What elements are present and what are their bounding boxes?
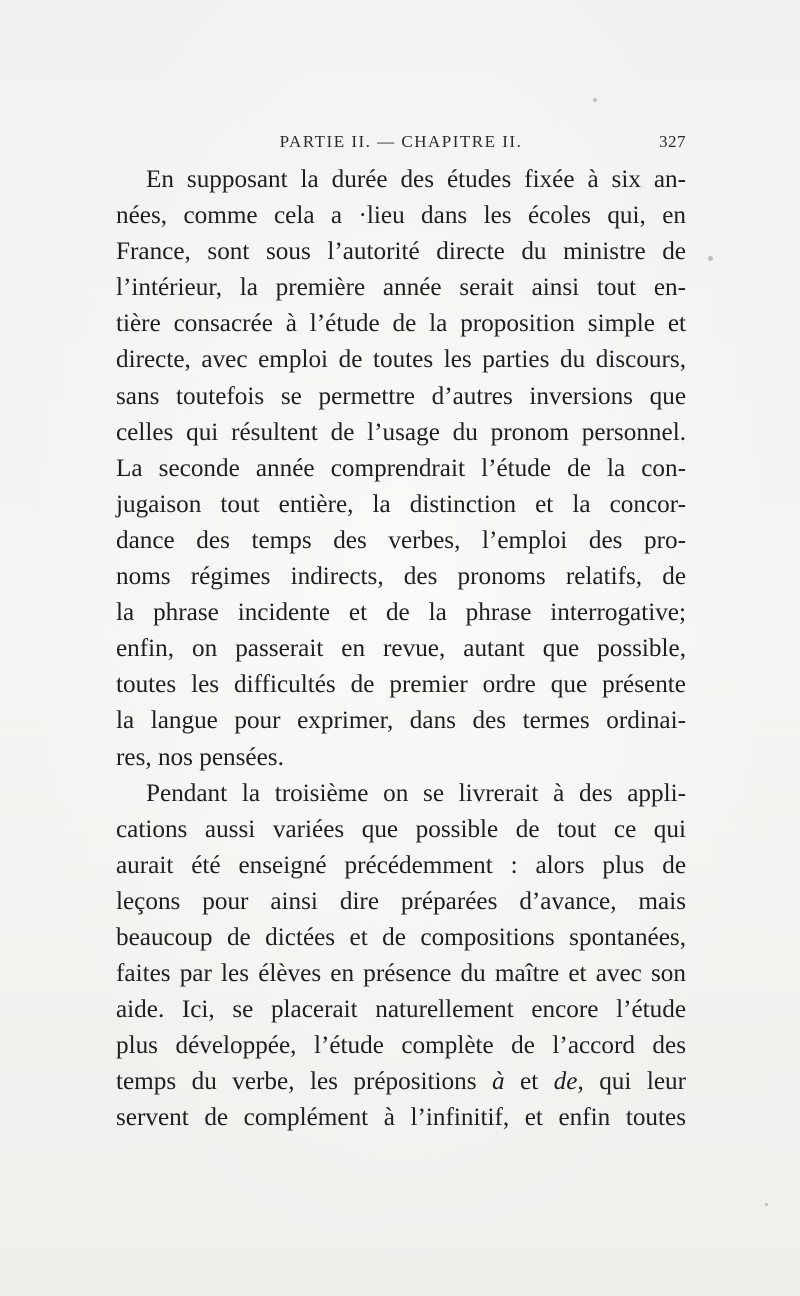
running-head: PARTIE II. — CHAPITRE II. xyxy=(279,132,523,151)
text-line: France, sont sous l’autorité directe du ministre de xyxy=(116,238,686,266)
text-line: jugaison tout entière, la distinction et la concor- xyxy=(116,490,686,518)
text-line: enfin, on passerait en revue, autant que possible, xyxy=(116,635,686,663)
text-line: l’intérieur, la première année serait ainsi tout en- xyxy=(116,274,686,302)
text-line: beaucoup de dictées et de compositions spontanées, xyxy=(116,923,686,951)
text-line: celles qui résultent de l’usage du pronom personnel. xyxy=(116,418,686,446)
text-line: la phrase incidente et de la phrase interrogative; xyxy=(116,599,686,627)
text-line: sans toutefois se permettre d’autres inversions que xyxy=(116,382,686,410)
text-line: servent de complément à l’infinitif, et enfin toutes xyxy=(116,1104,686,1132)
text-line: aide. Ici, se placerait naturellement encore l’étude xyxy=(116,996,686,1024)
text-line: temps du verbe, les prépositions à et de, qui leur xyxy=(116,1068,686,1096)
paper-speck xyxy=(765,1203,768,1206)
text-line: Pendant la troisième on se livrerait à des appli- xyxy=(146,779,686,807)
text-line: La seconde année comprendrait l’étude de la con- xyxy=(116,454,686,482)
text-line: cations aussi variées que possible de tout ce qui xyxy=(116,815,686,843)
text-line: plus développée, l’étude complète de l’accord des xyxy=(116,1032,686,1060)
text-line: leçons pour ainsi dire préparées d’avance, mais xyxy=(116,887,686,915)
paper-speck xyxy=(593,98,597,102)
page-header xyxy=(116,132,686,156)
text-line: nées, comme cela a ·lieu dans les écoles qui, en xyxy=(116,202,686,230)
text-line: faites par les élèves en présence du maître et avec son xyxy=(116,960,686,988)
text-line: tière consacrée à l’étude de la proposition simple et xyxy=(116,310,686,338)
text-line: En supposant la durée des études fixée à six an- xyxy=(146,166,686,193)
text-line: aurait été enseigné précédemment : alors plus de xyxy=(116,851,686,879)
body-text xyxy=(116,162,686,1137)
paper-speck xyxy=(708,256,713,261)
page-number: 327 xyxy=(659,132,686,151)
text-line: noms régimes indirects, des pronoms relatifs, de xyxy=(116,563,686,591)
text-line: dance des temps des verbes, l’emploi des pro- xyxy=(116,526,686,554)
text-line: toutes les difficultés de premier ordre que présente xyxy=(116,671,686,699)
text-line: directe, avec emploi de toutes les parties du discours, xyxy=(116,346,686,374)
text-line: res, nos pensées. xyxy=(116,743,284,771)
text-line: la langue pour exprimer, dans des termes ordinai- xyxy=(116,707,686,735)
